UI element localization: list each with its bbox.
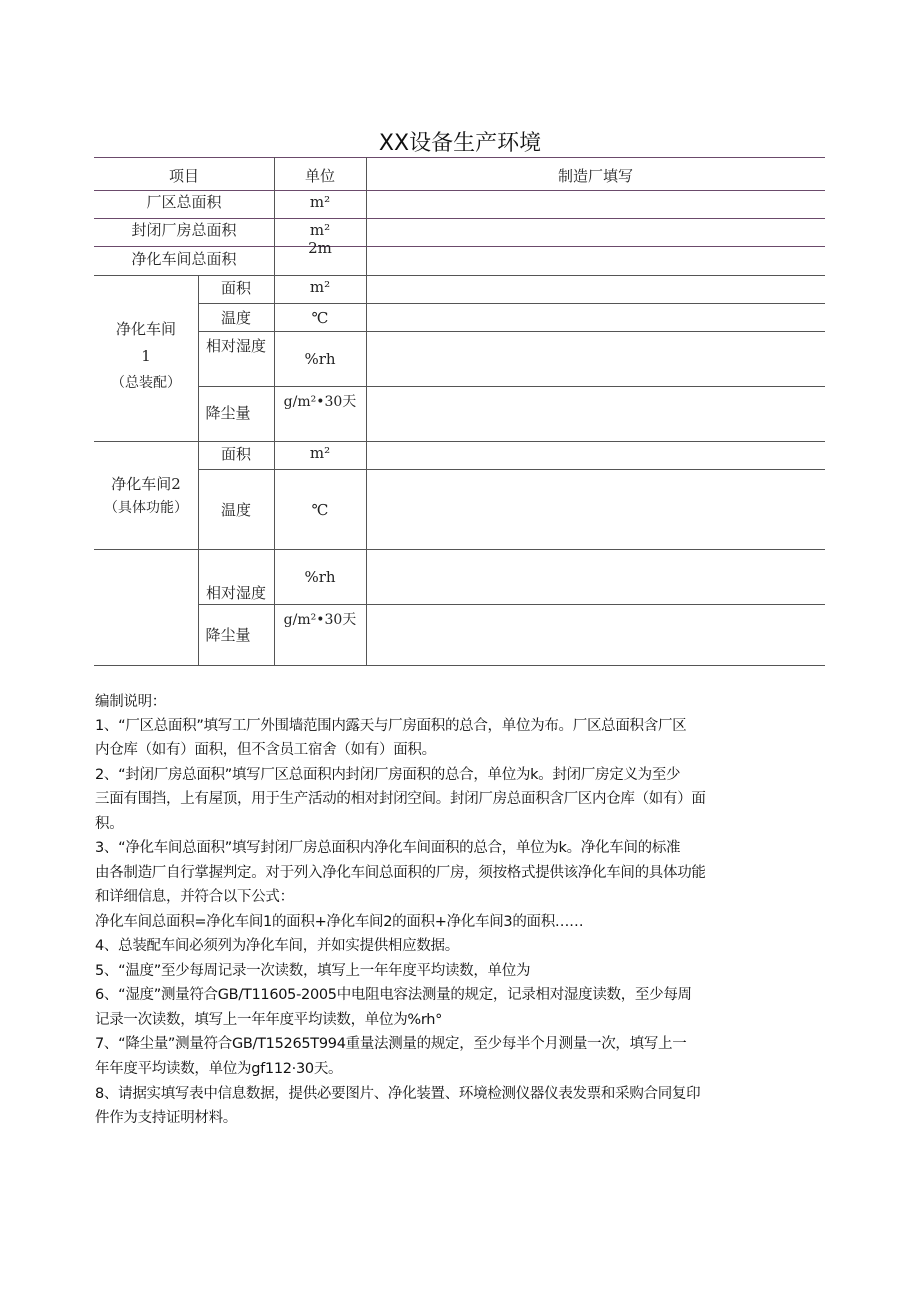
row-label: 面积 bbox=[220, 279, 251, 297]
note-line: 3、“净化车间总面积”填写封闭厂房总面积内净化车间面积的总合，单位为k。净化车间的标准 bbox=[95, 840, 681, 856]
row-unit: 2m bbox=[308, 239, 332, 257]
note-line: 6、“湿度”测量符合GB/T11605-2005中电阻电容法测量的规定，记录相对湿度读数，至少每周 bbox=[95, 987, 692, 1003]
note-line: 由各制造厂自行掌握判定。对于列入净化车间总面积的厂房，须按格式提供该净化车间的具体功能 bbox=[95, 865, 706, 881]
note-line: 5、“温度”至少每周记录一次读数，填写上一年年度平均读数，单位为 bbox=[95, 963, 531, 979]
row-unit: %rh bbox=[304, 350, 336, 368]
row-unit: ℃ bbox=[311, 309, 329, 327]
row-unit: %rh bbox=[304, 568, 336, 586]
table-rule bbox=[198, 331, 825, 332]
table-rule bbox=[198, 469, 825, 470]
row-unit: m² bbox=[309, 193, 331, 211]
note-line: 内仓库（如有）面积，但不含员工宿舍（如有）面积。 bbox=[95, 742, 436, 758]
workshop1-number: 1 bbox=[141, 347, 151, 365]
table-rule bbox=[198, 604, 825, 605]
note-line: 1、“厂区总面积”填写工厂外围墙范围内露天与厂房面积的总合，单位为布。厂区总面积含厂区 bbox=[95, 718, 687, 734]
table-rule bbox=[198, 386, 825, 387]
note-line: 积。 bbox=[95, 816, 124, 832]
header-unit: 单位 bbox=[304, 167, 335, 185]
workshop2-function: （具体功能） bbox=[104, 500, 188, 516]
row-label: 面积 bbox=[220, 445, 251, 463]
table-rule bbox=[94, 665, 825, 666]
workshop1-function: （总装配） bbox=[111, 375, 181, 391]
note-line: 8、请据实填写表中信息数据，提供必要图片、净化装置、环境检测仪器仪表发票和采购合同复印 bbox=[95, 1086, 701, 1102]
row-unit: m² bbox=[309, 278, 331, 296]
row-label: 净化车间总面积 bbox=[131, 250, 237, 268]
workshop1-name: 净化车间 bbox=[115, 320, 176, 338]
page-title: XX设备生产环境 bbox=[378, 131, 542, 156]
header-manufacturer-fill: 制造厂填写 bbox=[557, 167, 633, 185]
row-unit: m² bbox=[309, 444, 331, 462]
row-label: 相对湿度 bbox=[205, 584, 266, 602]
note-line: 2、“封闭厂房总面积”填写厂区总面积内封闭厂房面积的总合，单位为k。封闭厂房定义为至少 bbox=[95, 767, 681, 783]
row-label: 温度 bbox=[220, 501, 251, 519]
row-unit: g/m²•30天 bbox=[283, 612, 357, 628]
row-unit: m² bbox=[309, 221, 331, 239]
note-line: 7、“降尘量”测量符合GB/T15265T994重量法测量的规定，至少每半个月测量一次，填写上一 bbox=[95, 1036, 687, 1052]
note-line: 和详细信息，并符合以下公式： bbox=[95, 889, 294, 905]
row-unit: ℃ bbox=[311, 501, 329, 519]
note-line: 件作为支持证明材料。 bbox=[95, 1110, 237, 1126]
header-item: 项目 bbox=[168, 167, 199, 185]
row-label: 封闭厂房总面积 bbox=[131, 221, 237, 239]
note-line: 年年度平均读数，单位为gf112·30天。 bbox=[95, 1061, 343, 1077]
row-label: 相对湿度 bbox=[205, 337, 266, 355]
note-line: 4、总装配车间必须列为净化车间，并如实提供相应数据。 bbox=[95, 938, 459, 954]
note-line: 记录一次读数，填写上一年年度平均读数，单位为%rh° bbox=[95, 1012, 443, 1028]
note-line: 净化车间总面积=净化车间1的面积+净化车间2的面积+净化车间3的面积…… bbox=[95, 914, 584, 930]
workshop2-name: 净化车间2 bbox=[111, 475, 181, 493]
row-unit: g/m²•30天 bbox=[283, 394, 357, 410]
table-rule bbox=[94, 549, 825, 550]
table-rule bbox=[366, 157, 367, 665]
row-label: 降尘量 bbox=[205, 404, 251, 422]
table-rule bbox=[198, 303, 825, 304]
row-label: 厂区总面积 bbox=[146, 193, 222, 211]
notes-heading: 编制说明： bbox=[95, 694, 166, 710]
row-label: 温度 bbox=[220, 309, 251, 327]
row-label: 降尘量 bbox=[205, 626, 251, 644]
table-rule bbox=[94, 157, 825, 158]
note-line: 三面有围挡，上有屋顶，用于生产活动的相对封闭空间。封闭厂房总面积含厂区内仓库（如有）面 bbox=[95, 791, 706, 807]
